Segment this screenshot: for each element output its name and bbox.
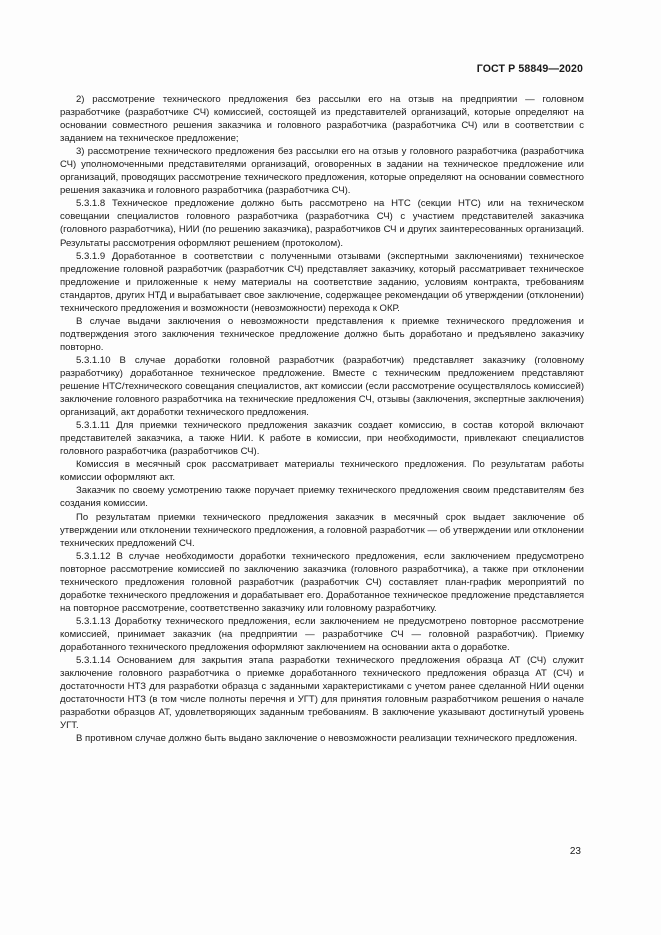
- paragraph: По результатам приемки технического предложения заказчик в месячный срок выдает заключение об утверждении или отклонении технического предложения, а головной разработчик — об утверждении или отклонении технических предложений СЧ.: [60, 511, 584, 549]
- paragraph: 5.3.1.11 Для приемки технического предложения заказчик создает комиссию, в состав которой включают представителей заказчика, а также НИИ. К работе в комиссии, при необходимости, привлекают специалистов головного разработчика (разработчиков СЧ).: [60, 420, 584, 458]
- paragraph: 5.3.1.14 Основанием для закрытия этапа разработки технического предложения образца АТ (СЧ) служит заключение головного разработчика о приемке доработанного технического предложения образца АТ (СЧ) и достаточности НТЗ для разработки образца с заданными характеристиками с учетом ранее сделанной НИИ оценки достаточности НТЗ (в том числе полноты перечня и УГТ) для принятия головным разработчиком решения о начале разработки образцов АТ, удовлетворяющих заданным требованиям. В заключение указывают достигнутый уровень УГТ.: [60, 655, 584, 732]
- paragraph: 5.3.1.9 Доработанное в соответствии с полученными отзывами (экспертными заключениями) техническое предложение головной разработчик (разработчик СЧ) представляет заказчику, который рассматривает техническое предложение и приложенные к нему материалы на соответствие заданию, условиям контракта, требованиям стандартов, других НТД и вырабатывает свое заключение, содержащее рекомендации об утверждении (отклонении) технического предложения и возможности (невозможности) перехода к ОКР.: [60, 250, 584, 314]
- paragraph: Заказчик по своему усмотрению также поручает приемку технического предложения своим представителям без создания комиссии.: [60, 485, 584, 510]
- page-number: 23: [569, 846, 581, 857]
- paragraph: 3) рассмотрение технического предложения без рассылки его на отзыв у головного разработчика (разработчика СЧ) уполномоченными представителями организаций, оговоренных в задании на техническое предложение или организаций, проводящих рассмотрение технического предложения, которые определяют на основании совместного решения заказчика и головного разработчика (разработчика СЧ).: [60, 146, 584, 197]
- paragraph: 5.3.1.12 В случае необходимости доработки технического предложения, если заключением предусмотрено повторное рассмотрение комиссией по заключению заказчика (головного разработчика), а также при отклонении технического предложения головной разработчик (разработчик СЧ) составляет план-график мероприятий по доработке технического предложения и дорабатывает его. Доработанное техническое предложение представляется на повторное рассмотрение, соответственно заказчику или головному разработчику.: [60, 550, 584, 614]
- paragraph: 5.3.1.8 Техническое предложение должно быть рассмотрено на НТС (секции НТС) или на техническом совещании специалистов головного разработчика (разработчика СЧ) с участием представителей заказчика (головного разработчика), НИИ (по решению заказчика), разработчиков СЧ и других заинтересованных организаций. Результаты рассмотрения оформляют решением (протоколом).: [60, 198, 584, 249]
- paragraph: В случае выдачи заключения о невозможности представления к приемке технического предложения и подтверждения этого заключения техническое предложение должно быть доработано и предъявлено заказчику повторно.: [60, 315, 584, 353]
- document-body: [60, 93, 584, 745]
- paragraph: 2) рассмотрение технического предложения без рассылки его на отзыв на предприятии — головном разработчике (разработчике СЧ) комиссией, состоящей из представителей организаций, которые определяют на основании совместного решения заказчика и головного разработчика (разработчика СЧ) или в соответствии с заданием на техническое предложение;: [60, 94, 584, 145]
- paragraph: В противном случае должно быть выдано заключение о невозможности реализации технического предложения.: [76, 733, 578, 745]
- standard-designation: ГОСТ Р 58849—2020: [476, 63, 583, 75]
- paragraph: Комиссия в месячный срок рассматривает материалы технического предложения. По результатам работы комиссии оформляют акт.: [60, 459, 584, 484]
- paragraph: 5.3.1.10 В случае доработки головной разработчик (разработчик) представляет заказчику (головному разработчику) доработанное техническое предложение. Вместе с техническим предложением представляют решение НТС/технического совещания специалистов, акт комиссии (если рассмотрение осуществлялось комиссией) заключение головного разработчика на технические предложения СЧ, отзывы (заключения, экспертные заключения) организаций, акт доработки технического предложения.: [60, 354, 584, 419]
- paragraph: 5.3.1.13 Доработку технического предложения, если заключением не предусмотрено повторное рассмотрение комиссией, принимает заказчик (на предприятии — разработчике СЧ — головной разработчик). Приемку доработанного технического предложения оформляют заключением на основании акта о доработке.: [60, 615, 584, 653]
